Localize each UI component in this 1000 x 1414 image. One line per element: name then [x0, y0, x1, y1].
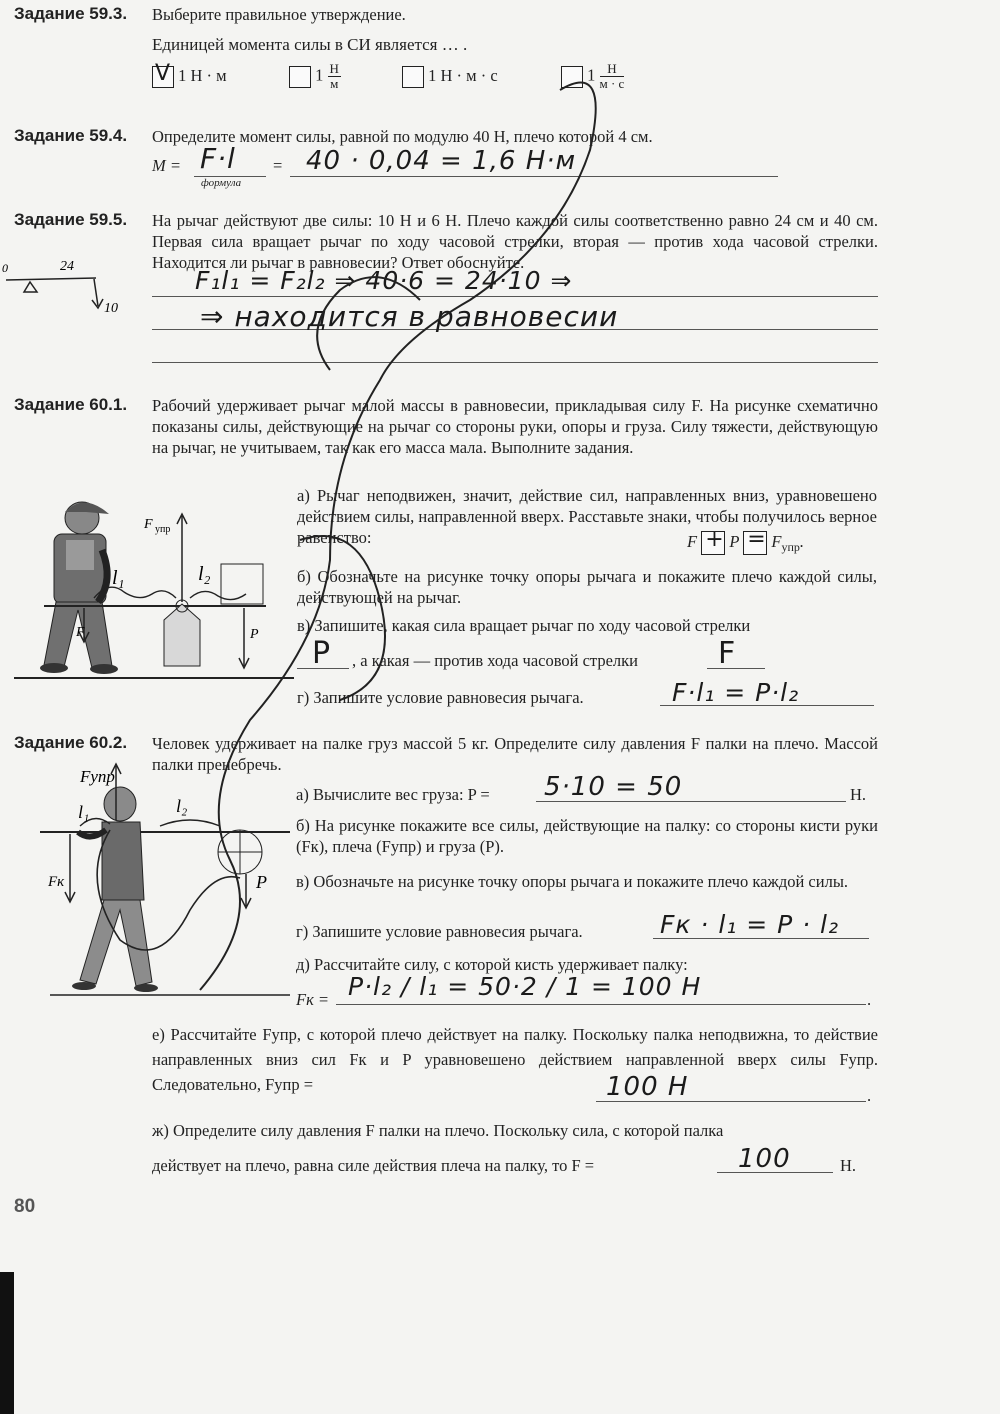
page-number: 80 [14, 1196, 36, 1217]
task-59-3-statement: Единицей момента силы в СИ является … . [152, 35, 468, 54]
task-59-5-label: Задание 59.5. [14, 210, 128, 229]
option-4-den: м · с [599, 76, 625, 91]
option-3-text: 1 Н · м · с [428, 66, 498, 85]
hand-a-60-2: 5·10 = 50 [544, 772, 683, 802]
option-1[interactable] [152, 61, 227, 88]
fig-f: F [76, 625, 85, 640]
check-mark-icon: V [155, 61, 172, 87]
task-60-1-b-text: б) Обозначьте на рисунке точку опоры рычага и покажите плечо каждой силы, действующей на рычаг. [297, 567, 877, 607]
fig2-l1: l₁ [78, 802, 90, 822]
eq-p: P [729, 531, 740, 551]
task-60-2-zh-text2: действует на плечо, равна силе действия плеча на палку, то F = [152, 1156, 595, 1175]
task-60-1-label: Задание 60.1. [14, 395, 128, 414]
task-60-2-v-text: в) Обозначьте на рисунке точку опоры рычага и покажите плечо каждой силы. [296, 872, 849, 891]
hand-59-5-line2: ⇒ находится в равновесии [200, 300, 619, 333]
sign-2: = [747, 527, 767, 552]
task-60-1-prompt: Рабочий удерживает рычаг малой массы в равновесии, прикладывая силу F. На рисунке схематично показаны силы, действующие на рычаг со стороны руки, опоры и груза. Силу тяжести, действующую на рычаг, не учитываем, так как его масса мала. Выполните задания. [152, 396, 878, 457]
task-60-1-g-text: г) Запишите условие равновесия рычага. [297, 688, 584, 707]
task-60-2-label: Задание 60.2. [14, 733, 128, 752]
fig2-l2: l₂ [176, 796, 188, 816]
task-60-2-a-text: а) Вычислите вес груза: P = [296, 785, 490, 804]
fk-label: Fк = [296, 990, 330, 1009]
task-59-4-prompt: Определите момент силы, равной по модулю 40 Н, плечо которой 4 см. [152, 127, 653, 146]
fig-l2: l₂ [198, 563, 211, 585]
option-2-text: 1 [315, 65, 324, 85]
hand-v1: P [312, 636, 332, 671]
carrier-figure [40, 760, 290, 1000]
task-60-2-zh-unit: Н. [840, 1156, 857, 1175]
option-2[interactable] [289, 62, 341, 91]
eq-fupr-sub: упр [781, 539, 800, 554]
binding-shadow [0, 1272, 14, 1414]
hand-g-60-2: Fк · l₁ = P · l₂ [660, 910, 840, 939]
lever-sketch [0, 258, 140, 322]
fig2-fupr: Fупр [80, 767, 115, 786]
hand-e-60-2: 100 Н [606, 1072, 689, 1102]
task-60-2-d-text: д) Рассчитайте силу, с которой кисть удерживает палку: [296, 955, 688, 974]
hand-answer-59-4: 40 · 0,04 = 1,6 Н·м [306, 146, 577, 176]
task-60-2-zh-text1: ж) Определите силу давления F палки на плечо. Поскольку сила, с которой палка [152, 1121, 724, 1140]
sketch-label-c: 0 [2, 261, 8, 275]
sign-1: + [705, 527, 725, 552]
task-59-5-prompt: На рычаг действуют две силы: 10 Н и 6 Н. Плечо каждой силы соответственно равно 24 см и 40 см. Первая сила вращает рычаг по ходу часовой стрелки, вторая — против хода часовой стрелки. Находится ли рычаг в равновесии? Ответ обоснуйте. [152, 211, 878, 272]
equality-row: F + P = $F_{упр}$. [687, 527, 805, 554]
sketch-label-a: 24 [60, 259, 74, 274]
sign-box-1[interactable] [701, 527, 725, 555]
hand-59-5-line1: F₁l₁ = F₂l₂ ⇒ 40·6 = 24·10 ⇒ [195, 266, 573, 295]
fig-l1: l₁ [112, 567, 125, 589]
option-1-checkbox[interactable] [152, 61, 174, 88]
option-4-text: 1 [587, 65, 596, 85]
task-60-1-a-text: а) Рычаг неподвижен, значит, действие сил, направленных вниз, уравновешено действием силы, направленной вверх. Расставьте знаки, чтобы получилось верное равенство: [297, 486, 877, 547]
task-60-2-g-text: г) Запишите условие равновесия рычага. [296, 922, 583, 941]
option-4-num: Н [600, 62, 625, 77]
hand-d-60-2: P·l₂ / l₁ = 50·2 / 1 = 100 Н [348, 972, 702, 1001]
task-60-1-v-text2: , а какая — против хода часовой стрелки [352, 651, 638, 670]
fig-p: P [250, 627, 259, 642]
task-60-2-a-unit: Н. [850, 785, 867, 804]
hand-formula: F·l [200, 142, 236, 175]
option-4[interactable] [561, 62, 624, 91]
fig2-fk: Fк [48, 874, 65, 890]
m-label: M = [152, 156, 182, 175]
sign-box-2[interactable] [743, 527, 767, 555]
option-2-den: м [330, 76, 339, 91]
fig-fupr: F [144, 517, 153, 532]
worker-lever-figure [14, 490, 294, 682]
option-3[interactable] [402, 66, 498, 88]
option-1-text: 1 Н · м [178, 66, 227, 85]
option-4-checkbox[interactable] [561, 66, 583, 88]
sketch-label-b: 10 [104, 301, 118, 316]
hand-zh-60-2: 100 [738, 1144, 791, 1174]
fig2-p: P [256, 872, 267, 892]
task-60-1-v-text1: в) Запишите, какая сила вращает рычаг по ходу часовой стрелки [297, 616, 751, 635]
task-59-3-label: Задание 59.3. [14, 4, 128, 23]
equals-sign: = [273, 156, 283, 175]
formula-caption: формула [201, 177, 242, 189]
eq-fupr: F [771, 531, 782, 551]
option-3-checkbox[interactable] [402, 66, 424, 88]
task-60-2-e-text: е) Рассчитайте Fупр, с которой плечо действует на палку. Поскольку палка неподвижна, то действие направленных вниз сил Fк и P уравновешено действием направленной вверх силы Fупр. Следовательно, Fупр = [152, 1025, 878, 1094]
task-60-2-b-text: б) На рисунке покажите все силы, действующие на палку: со стороны кисти руки (Fк), плеча (Fупр) и груза (P). [296, 816, 878, 856]
task-60-2-prompt: Человек удерживает на палке груз массой 5 кг. Определите силу давления F палки на плечо. Массой палки пренебречь. [152, 734, 878, 774]
option-2-checkbox[interactable] [289, 66, 311, 88]
fig-fupr-sub: упр [155, 524, 171, 535]
eq-f: F [687, 531, 698, 551]
task-59-4-label: Задание 59.4. [14, 126, 128, 145]
task-59-3-prompt: Выберите правильное утверждение. [152, 5, 406, 24]
hand-v2: F [718, 636, 737, 671]
hand-g-60-1: F·l₁ = P·l₂ [672, 678, 800, 707]
option-2-num: Н [329, 61, 339, 76]
